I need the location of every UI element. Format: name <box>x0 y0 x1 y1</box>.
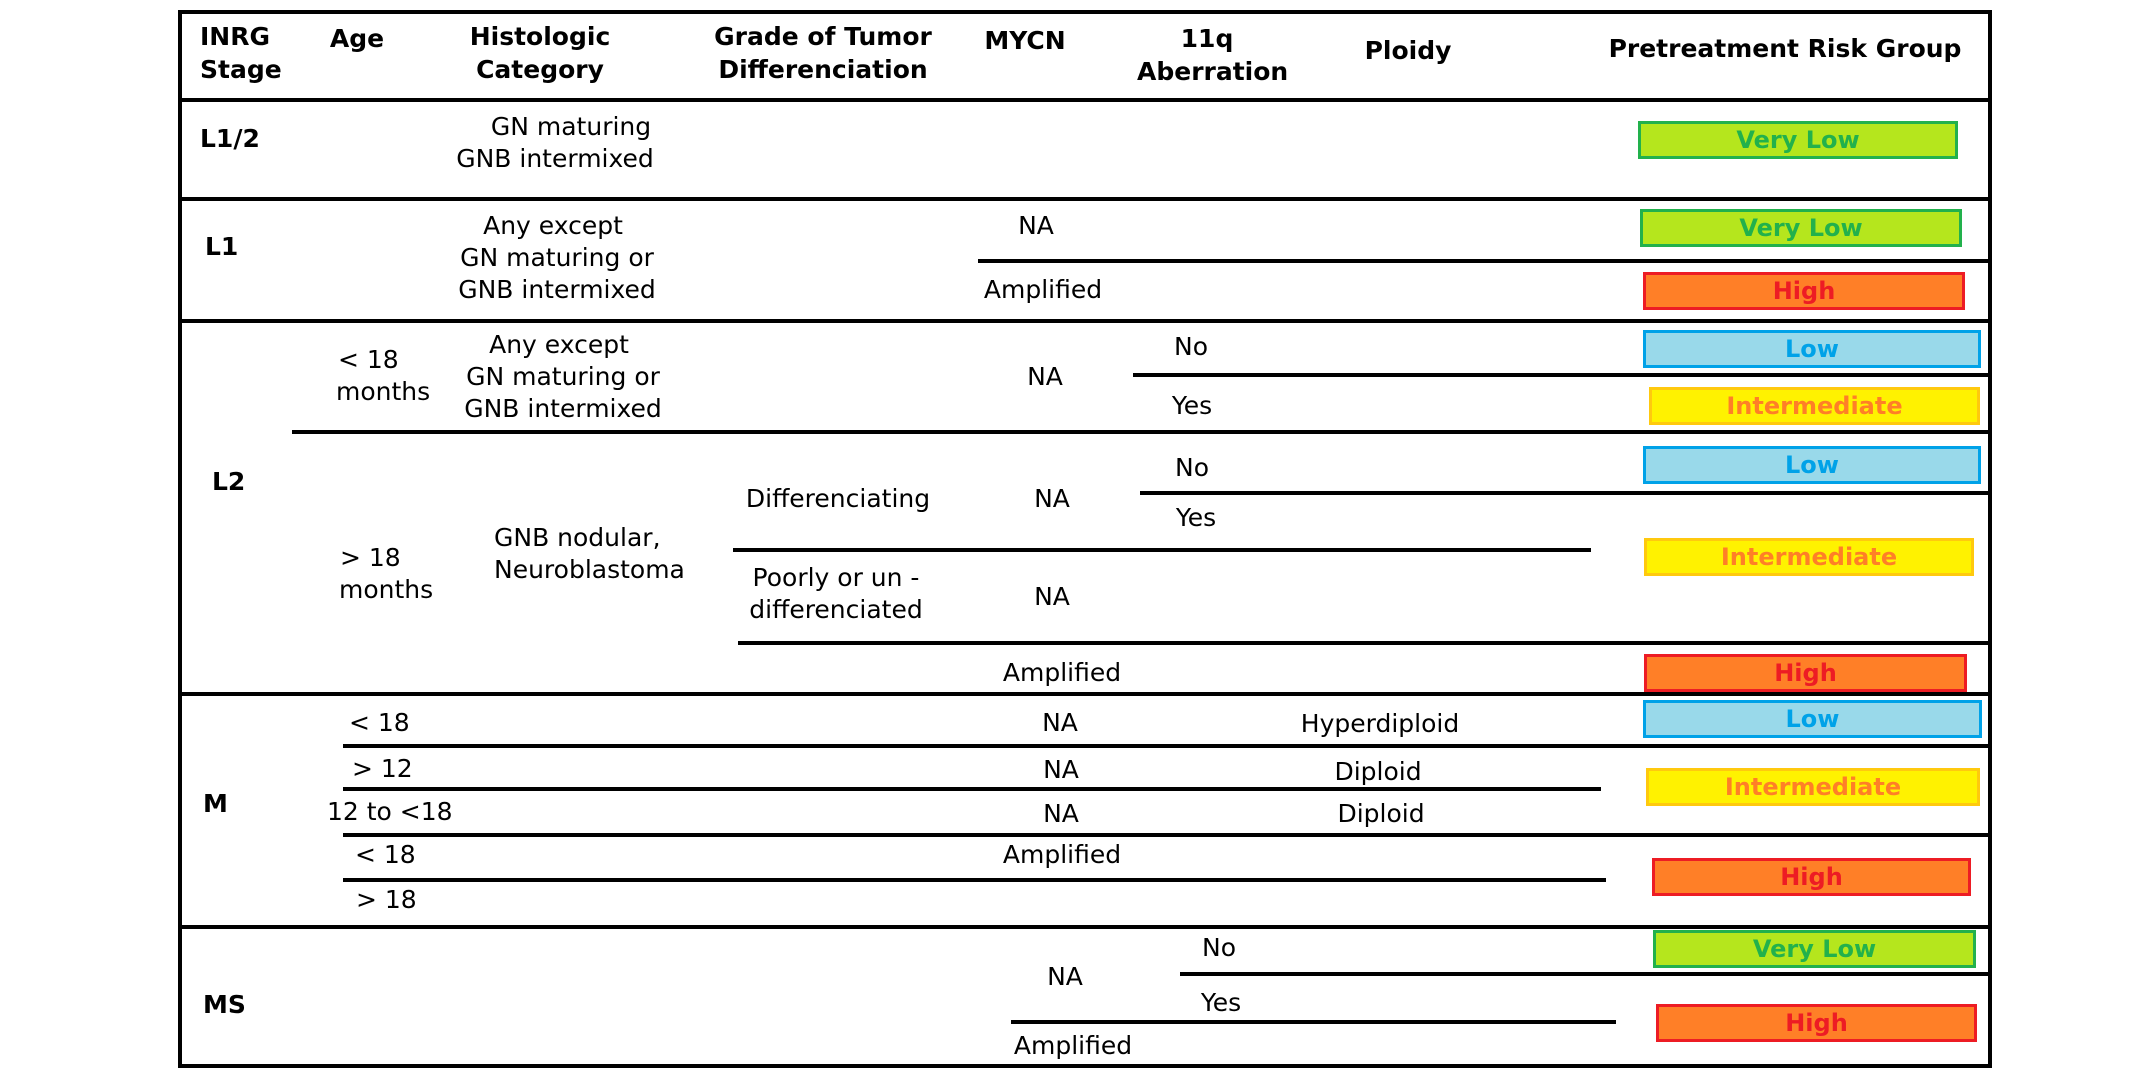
stage-l12: L1/2 <box>200 124 260 153</box>
header-risk: Pretreatment Risk Group <box>1608 34 1962 63</box>
m-ploidy-3: Diploid <box>1337 799 1425 828</box>
m-age-5: > 18 <box>356 885 417 914</box>
l2-grade-divider <box>733 548 1591 552</box>
l2-aber-no-2: No <box>1175 453 1209 482</box>
l2-aber-divider-1 <box>1133 373 1992 377</box>
stage-l2: L2 <box>212 467 246 496</box>
l2-histologic-young-1: Any except <box>489 330 629 359</box>
l2-risk-low-1: Low <box>1643 330 1981 368</box>
ms-aber-divider <box>1180 972 1992 976</box>
header-divider <box>178 98 1992 102</box>
l1-risk-high: High <box>1643 272 1965 310</box>
l1-histologic-3: GNB intermixed <box>458 275 656 304</box>
section-divider-l2-m <box>178 692 1992 696</box>
l1-histologic-1: Any except <box>483 211 623 240</box>
stage-l1: L1 <box>205 232 239 261</box>
header-ploidy: Ploidy <box>1364 36 1452 65</box>
m-mycn-3: NA <box>1043 799 1079 828</box>
m-mycn-4: Amplified <box>1002 840 1122 869</box>
l2-risk-high: High <box>1644 654 1967 692</box>
l2-age-young-1: < 18 <box>338 345 399 374</box>
l12-histologic-2: GNB intermixed <box>456 144 654 173</box>
m-divider-3 <box>343 833 1992 837</box>
m-age-1: < 18 <box>349 708 410 737</box>
m-risk-low: Low <box>1643 700 1982 738</box>
l2-aber-divider-2 <box>1140 491 1992 495</box>
section-divider-l12-l1 <box>178 197 1992 201</box>
l2-age-old-2: months <box>339 575 434 604</box>
l2-grade-poor-2: differenciated <box>749 595 923 624</box>
l12-histologic-1: GN maturing <box>490 112 652 141</box>
l2-mycn-na-1: NA <box>1027 362 1063 391</box>
m-age-2: > 12 <box>352 754 413 783</box>
l1-risk-very-low: Very Low <box>1640 209 1962 247</box>
header-grade: Grade of Tumor Differenciation <box>714 22 932 84</box>
l2-age-divider <box>292 430 1992 434</box>
m-divider-4 <box>343 878 1606 882</box>
l2-risk-low-2: Low <box>1643 446 1981 484</box>
header-stage: INRG Stage <box>200 22 282 84</box>
m-mycn-1: NA <box>1042 708 1078 737</box>
l2-aber-yes-2: Yes <box>1175 503 1217 532</box>
header-age: Age <box>329 24 385 53</box>
m-ploidy-2: Diploid <box>1334 757 1422 786</box>
m-age-4: < 18 <box>355 840 416 869</box>
l2-histologic-young-3: GNB intermixed <box>464 394 662 423</box>
m-divider-2 <box>343 787 1601 791</box>
section-divider-m-ms <box>178 925 1992 929</box>
header-histologic: Histologic Category <box>469 22 611 84</box>
m-risk-high: High <box>1652 858 1971 896</box>
m-age-3: 12 to <18 <box>327 797 453 826</box>
m-risk-intermediate: Intermediate <box>1646 768 1980 806</box>
l2-risk-intermediate-1: Intermediate <box>1649 387 1980 425</box>
ms-aber-yes: Yes <box>1200 988 1242 1017</box>
ms-risk-very-low: Very Low <box>1653 930 1976 968</box>
l2-grade-poor-1: Poorly or un - <box>752 563 920 592</box>
l1-mycn-amplified: Amplified <box>983 275 1103 304</box>
m-ploidy-1: Hyperdiploid <box>1300 709 1460 738</box>
l2-mycn-amplified: Amplified <box>1002 658 1122 687</box>
l2-aber-no-1: No <box>1174 332 1208 361</box>
l2-age-old-1: > 18 <box>340 543 401 572</box>
ms-aber-no: No <box>1202 933 1236 962</box>
l2-aber-yes-1: Yes <box>1171 391 1213 420</box>
l1-mycn-na: NA <box>1018 211 1054 240</box>
ms-risk-high: High <box>1656 1004 1977 1042</box>
stage-ms: MS <box>203 990 246 1019</box>
l12-risk-very-low: Very Low <box>1638 121 1958 159</box>
l2-mycn-na-3: NA <box>1034 582 1070 611</box>
m-divider-1 <box>343 744 1992 748</box>
header-aberration: 11q Aberration <box>1137 24 1289 86</box>
l2-risk-intermediate-2: Intermediate <box>1644 538 1974 576</box>
l1-histologic-2: GN maturing or <box>460 243 654 272</box>
ms-mycn-divider <box>1011 1020 1616 1024</box>
l2-mycn-divider <box>738 641 1992 645</box>
ms-mycn-na: NA <box>1047 962 1083 991</box>
ms-mycn-amplified: Amplified <box>1013 1031 1133 1060</box>
l2-histologic-old-2: Neuroblastoma <box>494 555 685 584</box>
l2-age-young-2: months <box>336 377 431 406</box>
section-divider-l1-l2 <box>178 319 1992 323</box>
l2-histologic-young-2: GN maturing or <box>466 362 660 391</box>
header-mycn: MYCN <box>984 26 1066 55</box>
l1-mycn-divider <box>978 259 1992 263</box>
stage-m: M <box>203 789 228 818</box>
l2-histologic-old-1: GNB nodular, <box>494 523 661 552</box>
l2-mycn-na-2: NA <box>1034 484 1070 513</box>
m-mycn-2: NA <box>1043 755 1079 784</box>
l2-grade-diff: Differenciating <box>745 484 931 513</box>
